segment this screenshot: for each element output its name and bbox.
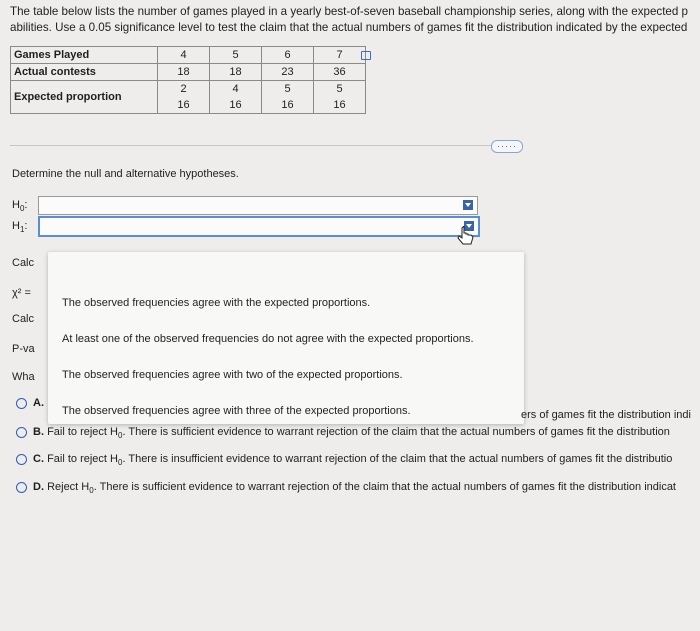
dropdown-option[interactable]: The observed frequencies agree with three of the expected proportions. <box>62 405 411 417</box>
dropdown-option[interactable]: At least one of the observed frequencies do not agree with the expected proportions. <box>62 333 474 345</box>
dropdown-option[interactable]: The observed frequencies agree with two of the expected proportions. <box>62 369 403 381</box>
copy-table-icon[interactable] <box>361 51 371 60</box>
choice-letter: A. <box>33 397 44 409</box>
games-cell: 6 <box>262 47 314 64</box>
chevron-down-icon[interactable] <box>463 200 473 210</box>
calc-label-2: Calc <box>12 313 35 325</box>
fraction-numerator: 5 <box>336 82 343 95</box>
choice-letter: B. <box>33 426 44 438</box>
expected-cell <box>314 81 366 114</box>
expected-cell <box>158 81 210 114</box>
choice-c[interactable] <box>16 453 672 467</box>
choice-a-text: ers of games fit the distribution indi <box>521 409 691 421</box>
fraction-numerator: 5 <box>284 82 291 95</box>
choice-text: Fail to reject $H_0$. There is sufficient evidence to warrant rejection of the claim that the actual numbers of games fit the distribution <box>47 426 670 441</box>
expected-cell <box>262 81 314 114</box>
h1-dropdown[interactable] <box>38 216 480 237</box>
h1-label: $H_1$: <box>12 220 28 235</box>
choice-letter: D. <box>33 481 44 493</box>
actual-cell: 18 <box>158 64 210 81</box>
radio-icon[interactable] <box>16 427 27 438</box>
games-cell: 4 <box>158 47 210 64</box>
games-cell: 7 <box>314 47 366 64</box>
actual-cell: 23 <box>262 64 314 81</box>
distribution-table <box>10 46 366 114</box>
choice-letter: C. <box>33 453 44 465</box>
intro-line-2: abilities. Use a 0.05 significance level to test the claim that the actual numbers of games fit the distribution indicated by the expected <box>10 21 688 34</box>
chi-square-label: χ² = <box>12 287 31 299</box>
fraction-denominator: 16 <box>229 98 242 111</box>
choice-d[interactable] <box>16 481 676 495</box>
choice-b[interactable] <box>16 426 670 440</box>
radio-icon[interactable] <box>16 482 27 493</box>
dropdown-option[interactable]: The observed frequencies agree with the expected proportions. <box>62 297 371 309</box>
games-cell: 5 <box>210 47 262 64</box>
table-row-actual <box>11 64 366 81</box>
expected-cell <box>210 81 262 114</box>
calc-label-1: Calc <box>12 257 35 269</box>
actual-contests-label: Actual contests <box>11 64 158 81</box>
question-prompt: Determine the null and alternative hypotheses. <box>12 168 239 180</box>
choice-text: Fail to reject $H_0$. There is insufficient evidence to warrant rejection of the claim that the actual numbers of games fit the distributio <box>47 453 673 468</box>
fraction-numerator: 2 <box>180 82 187 95</box>
choice-text: Reject $H_0$. There is sufficient evidence to warrant rejection of the claim that the actual numbers of games fit the distribution indicat <box>47 481 676 496</box>
h0-dropdown[interactable] <box>38 196 478 215</box>
games-played-label: Games Played <box>11 47 158 64</box>
h0-label: $H_0$: <box>12 199 28 214</box>
p-value-label: P-va <box>12 343 35 355</box>
fraction-numerator: 4 <box>232 82 239 95</box>
problem-intro <box>10 4 700 36</box>
radio-icon[interactable] <box>16 454 27 465</box>
section-divider <box>10 145 520 146</box>
fraction-denominator: 16 <box>333 98 346 111</box>
what-label: Wha <box>12 371 35 383</box>
expected-proportion-label: Expected proportion <box>11 81 158 114</box>
choice-a[interactable] <box>16 397 44 409</box>
actual-cell: 18 <box>210 64 262 81</box>
table-row-games <box>11 47 366 64</box>
fraction-denominator: 16 <box>281 98 294 111</box>
radio-icon[interactable] <box>16 398 27 409</box>
actual-cell: 36 <box>314 64 366 81</box>
fraction-denominator: 16 <box>177 98 190 111</box>
table-row-expected <box>11 81 366 114</box>
more-options-button[interactable]: ····· <box>491 140 523 153</box>
hand-cursor-icon <box>456 226 474 248</box>
intro-line-1: The table below lists the number of games played in a yearly best-of-seven baseball championship series, along with the expected p <box>10 5 688 18</box>
